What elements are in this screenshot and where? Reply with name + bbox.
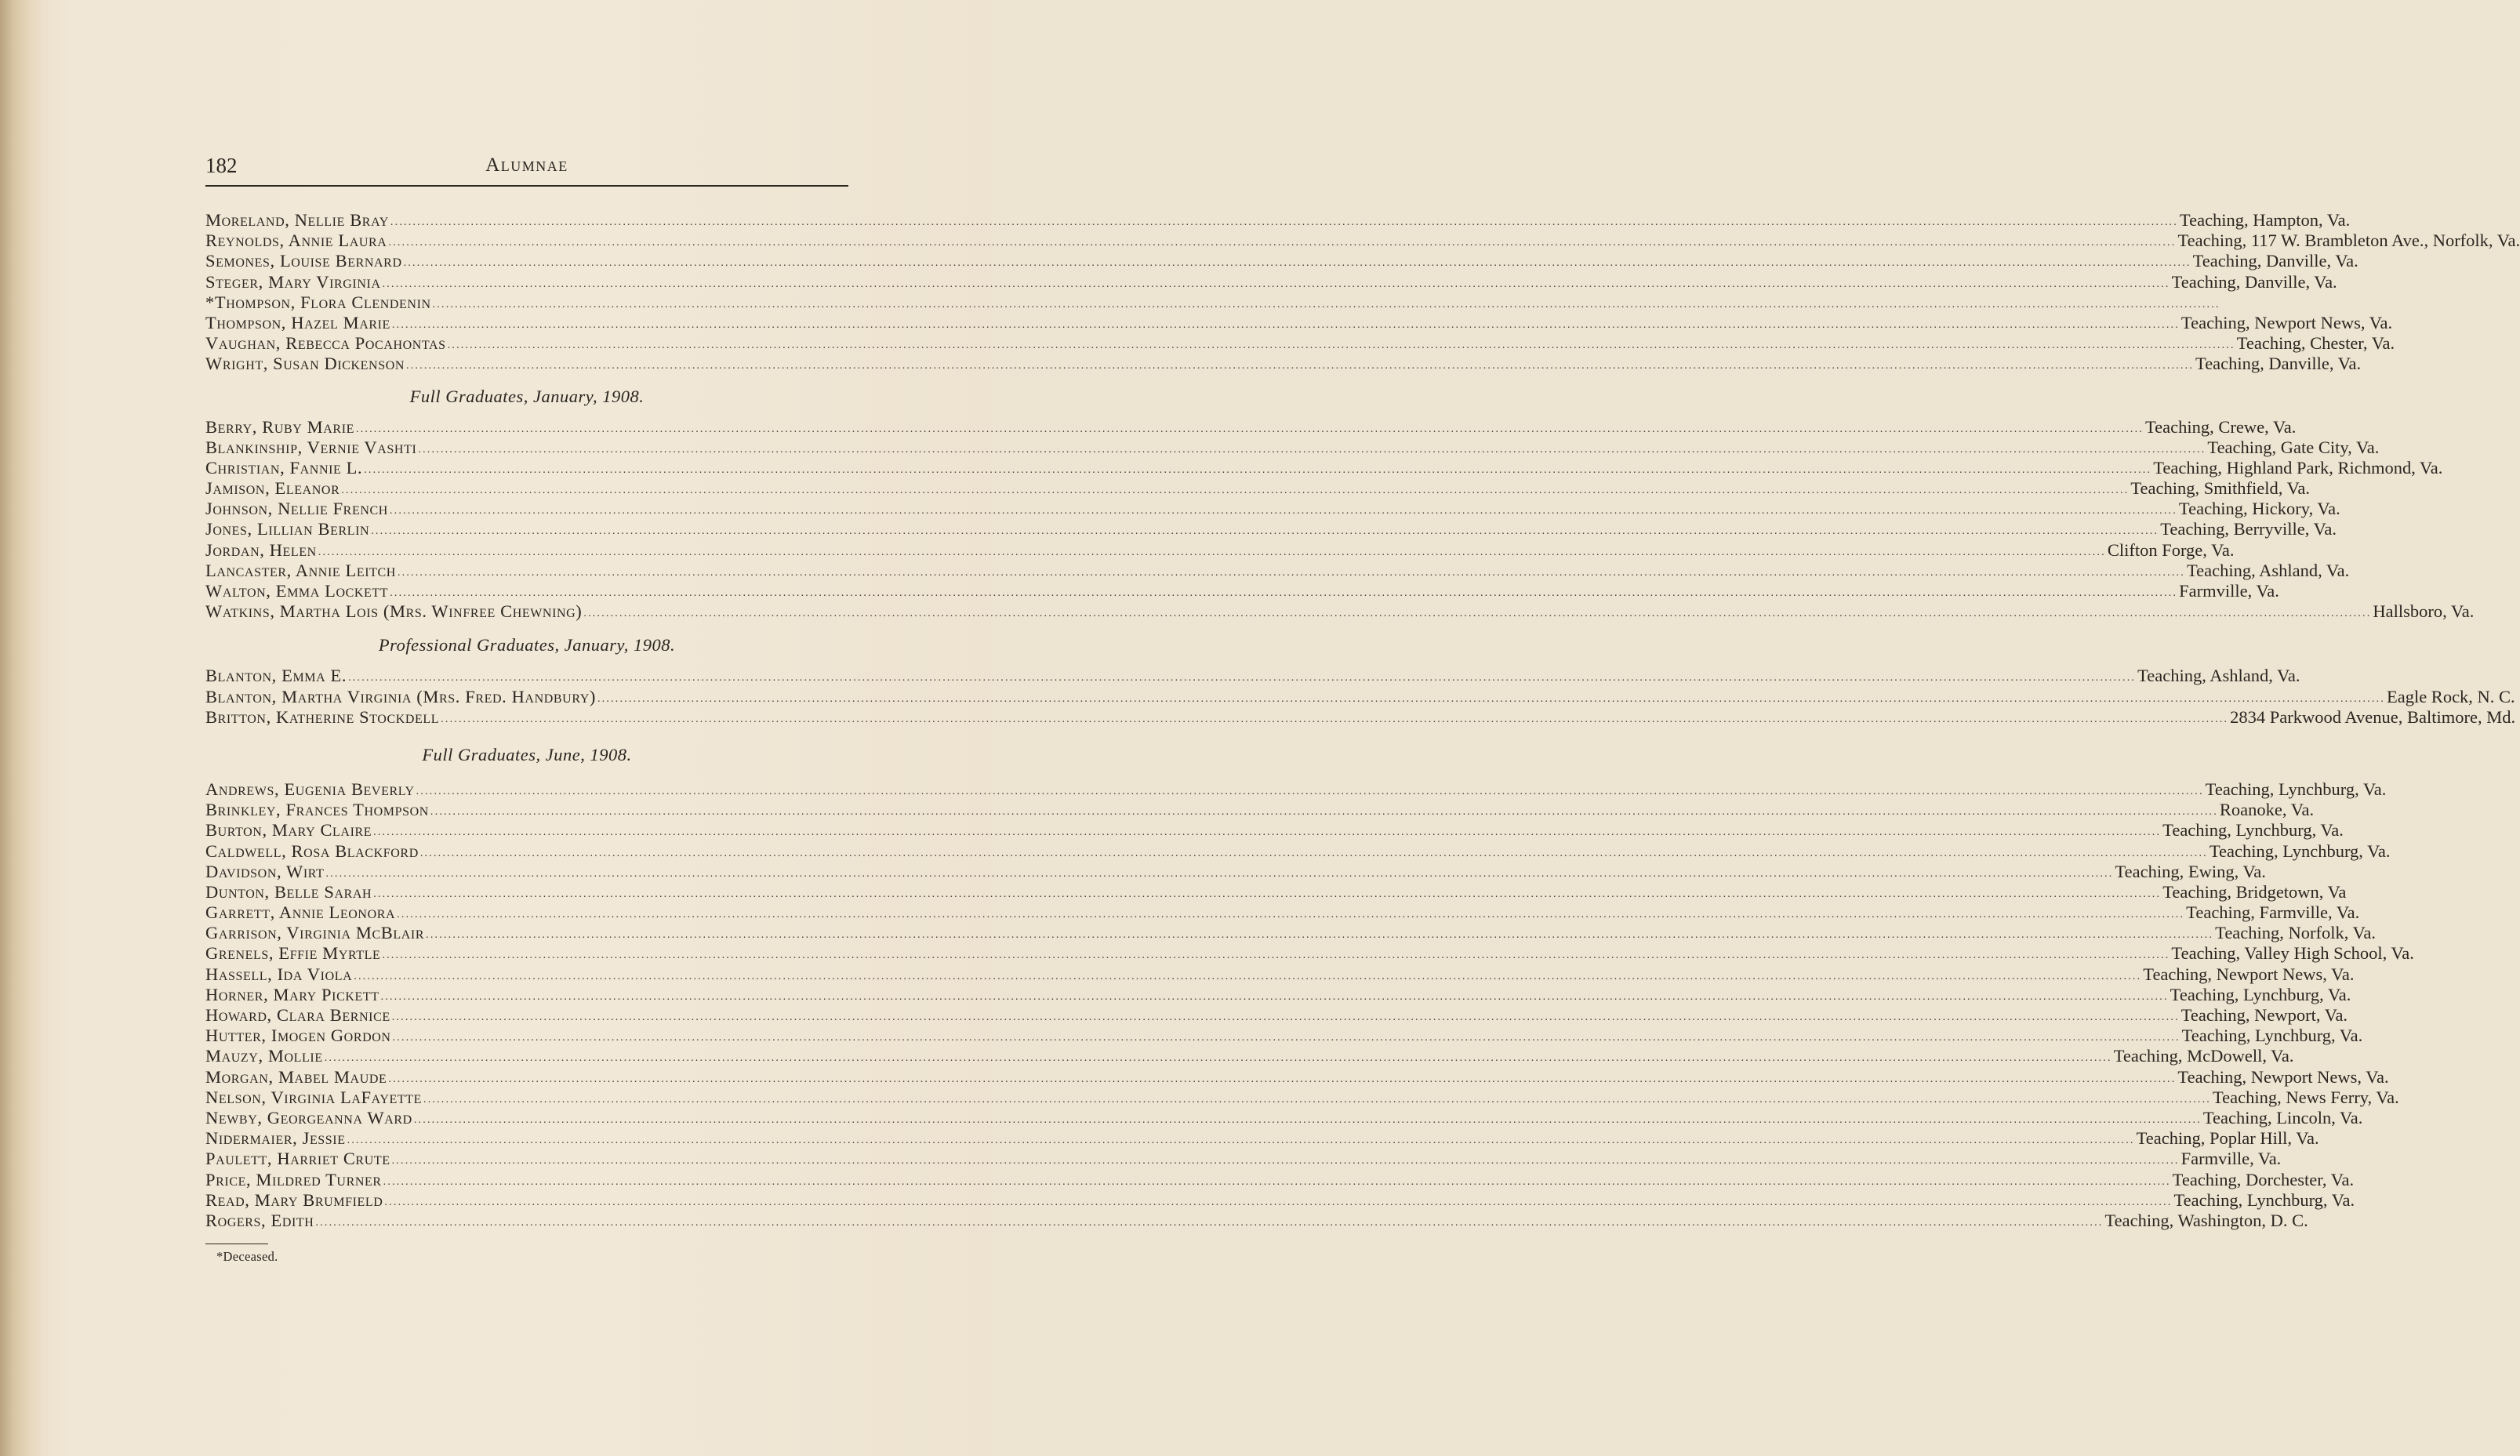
alumna-detail: Teaching, Bridgetown, Va — [2162, 881, 2347, 902]
page-number: 182 — [205, 154, 238, 177]
dot-leader: ................................................................................................................................................................................................................................................................................................................................................................................................................ — [315, 1216, 2104, 1229]
alumna-name: Vaughan, Rebecca Pocahontas — [205, 333, 446, 354]
alumna-name: Blanton, Emma E. — [205, 666, 347, 686]
alumna-name: Grenels, Effie Myrtle — [205, 943, 381, 964]
alumna-name: Steger, Mary Virginia — [205, 271, 381, 292]
alumna-name: Brinkley, Frances Thompson — [205, 800, 429, 820]
list-item — [205, 499, 2340, 519]
alumna-detail: Teaching, Ashland, Va. — [2137, 666, 2300, 686]
alumna-name: Nelson, Virginia LaFayette — [205, 1087, 422, 1107]
alumna-name: Berry, Ruby Marie — [205, 416, 354, 437]
dot-leader: ................................................................................................................................................................................................................................................................................................................................................................................................................ — [364, 463, 2152, 476]
list-item — [205, 1066, 2389, 1087]
dot-leader: ................................................................................................................................................................................................................................................................................................................................................................................................................ — [373, 826, 2162, 839]
list-item — [205, 1169, 2355, 1190]
alumna-detail: Teaching, Gate City, Va. — [2207, 437, 2380, 457]
dot-leader: ................................................................................................................................................................................................................................................................................................................................................................................................................ — [380, 990, 2169, 1003]
dot-leader: ................................................................................................................................................................................................................................................................................................................................................................................................................ — [388, 237, 2177, 249]
alumna-detail: Teaching, Newport News, Va. — [2177, 1066, 2389, 1087]
alumna-detail: Teaching, Lynchburg, Va. — [2173, 1189, 2355, 1210]
section-title: Professional Graduates, January, 1908. — [378, 635, 676, 655]
alumna-detail: Teaching, Lynchburg, Va. — [2181, 1026, 2363, 1046]
list-item — [205, 478, 2310, 499]
list-item — [205, 881, 2347, 902]
alumna-name: Paulett, Harriet Crute — [205, 1149, 390, 1169]
alumna-detail: Teaching, Smithfield, Va. — [2130, 478, 2310, 499]
running-head: Alumnae — [485, 154, 568, 176]
list-item — [205, 1087, 2399, 1108]
list-item — [205, 964, 2355, 985]
dot-leader: ................................................................................................................................................................................................................................................................................................................................................................................................................ — [418, 443, 2206, 456]
dot-leader: ................................................................................................................................................................................................................................................................................................................................................................................................................ — [432, 298, 2220, 310]
alumna-name: Burton, Mary Claire — [205, 820, 372, 841]
alumna-name: Garrison, Virginia McBlair — [205, 923, 425, 943]
section-title: Full Graduates, June, 1908. — [422, 744, 632, 764]
alumna-detail: Teaching, Newport, Va. — [2180, 1005, 2348, 1025]
alumna-detail: Teaching, 117 W. Brambleton Ave., Norfolk, Va. — [2177, 231, 2520, 251]
alumna-detail: Teaching, Crewe, Va. — [2145, 416, 2297, 437]
dot-leader: ................................................................................................................................................................................................................................................................................................................................................................................................................ — [318, 546, 2106, 558]
dot-leader: ................................................................................................................................................................................................................................................................................................................................................................................................................ — [391, 318, 2180, 331]
alumna-name: Hassell, Ida Viola — [205, 964, 353, 984]
alumnae-list — [205, 210, 2520, 1265]
alumna-detail: Farmville, Va. — [2180, 1149, 2282, 1169]
alumna-detail: Teaching, Ashland, Va. — [2186, 560, 2350, 580]
alumna-detail: Teaching, Danville, Va. — [2195, 354, 2362, 374]
dot-leader: ................................................................................................................................................................................................................................................................................................................................................................................................................ — [391, 1011, 2180, 1023]
list-item — [205, 943, 2414, 964]
book-spine-shadow — [0, 0, 43, 1456]
dot-leader: ................................................................................................................................................................................................................................................................................................................................................................................................................ — [390, 587, 2178, 599]
list-item — [205, 779, 2387, 800]
alumna-detail: Farmville, Va. — [2179, 581, 2279, 601]
list-item — [205, 437, 2380, 458]
list-item — [205, 292, 2220, 313]
alumna-detail: Teaching, Danville, Va. — [2192, 251, 2358, 271]
list-item — [205, 861, 2266, 882]
list-item — [205, 560, 2350, 581]
alumna-detail: Teaching, Lynchburg, Va. — [2209, 841, 2391, 861]
alumna-detail: Teaching, Hampton, Va. — [2179, 210, 2351, 230]
list-item — [205, 354, 2362, 374]
top-entry-list — [205, 210, 2520, 375]
alumna-detail: Teaching, News Ferry, Va. — [2213, 1087, 2399, 1107]
dot-leader: ................................................................................................................................................................................................................................................................................................................................................................................................................ — [426, 929, 2214, 942]
list-item — [205, 1026, 2363, 1046]
dot-leader: ................................................................................................................................................................................................................................................................................................................................................................................................................ — [348, 672, 2137, 684]
page-header — [205, 154, 848, 185]
alumna-detail: Teaching, Newport News, Va. — [2180, 312, 2393, 332]
alumna-name: Nidermaier, Jessie — [205, 1128, 346, 1149]
alumna-name: Britton, Katherine Stockdell — [205, 706, 440, 727]
alumna-detail: Teaching, Valley High School, Va. — [2171, 943, 2414, 964]
alumna-name: Price, Mildred Turner — [205, 1169, 382, 1189]
dot-leader: ................................................................................................................................................................................................................................................................................................................................................................................................................ — [416, 785, 2204, 797]
list-item — [205, 210, 2351, 231]
alumna-name: *Thompson, Flora Clendenin — [205, 292, 431, 312]
alumna-detail: 2834 Parkwood Avenue, Baltimore, Md. — [2230, 706, 2516, 727]
alumna-detail: Teaching, Ewing, Va. — [2115, 861, 2266, 881]
alumna-name: Horner, Mary Pickett — [205, 984, 379, 1004]
list-item — [205, 581, 2279, 601]
dot-leader: ................................................................................................................................................................................................................................................................................................................................................................................................................ — [382, 278, 2170, 290]
alumna-name: Garrett, Annie Leonora — [205, 902, 396, 923]
alumna-name: Read, Mary Brumfield — [205, 1189, 383, 1210]
alumna-name: Jamison, Eleanor — [205, 478, 340, 499]
alumna-detail: Teaching, Hickory, Va. — [2178, 499, 2340, 519]
dot-leader: ................................................................................................................................................................................................................................................................................................................................................................................................................ — [423, 1093, 2211, 1106]
alumna-detail: Teaching, McDowell, Va. — [2113, 1046, 2294, 1066]
section-entry-list — [205, 416, 2475, 623]
section-entry-list — [205, 666, 2516, 728]
alumna-name: Morgan, Mabel Maude — [205, 1066, 387, 1087]
alumna-name: Reynolds, Annie Laura — [205, 231, 387, 251]
alumna-detail: Clifton Forge, Va. — [2107, 539, 2235, 560]
dot-leader: ................................................................................................................................................................................................................................................................................................................................................................................................................ — [389, 505, 2177, 517]
section-entry-list — [205, 779, 2414, 1231]
list-item — [205, 1005, 2348, 1026]
alumna-detail: Eagle Rock, N. C. — [2386, 686, 2515, 706]
alumna-name: Wright, Susan Dickenson — [205, 354, 405, 374]
list-item — [205, 1189, 2355, 1211]
list-item — [205, 333, 2395, 354]
alumna-name: Moreland, Nellie Bray — [205, 210, 389, 230]
dot-leader: ................................................................................................................................................................................................................................................................................................................................................................................................................ — [324, 1052, 2112, 1065]
dot-leader: ................................................................................................................................................................................................................................................................................................................................................................................................................ — [382, 949, 2170, 962]
list-item — [205, 539, 2235, 561]
dot-leader: ................................................................................................................................................................................................................................................................................................................................................................................................................ — [392, 1032, 2180, 1044]
alumna-name: Newby, Georgeanna Ward — [205, 1107, 412, 1127]
alumna-detail: Teaching, Farmville, Va. — [2186, 902, 2360, 923]
alumna-name: Thompson, Hazel Marie — [205, 312, 390, 332]
alumna-detail: Teaching, Dorchester, Va. — [2172, 1169, 2355, 1189]
alumna-detail: Teaching, Berryville, Va. — [2160, 519, 2337, 539]
alumna-detail: Teaching, Norfolk, Va. — [2215, 923, 2376, 943]
list-item — [205, 519, 2337, 539]
alumna-name: Jones, Lillian Berlin — [205, 519, 370, 539]
alumna-name: Caldwell, Rosa Blackford — [205, 841, 419, 861]
list-item — [205, 457, 2443, 478]
dot-leader: ................................................................................................................................................................................................................................................................................................................................................................................................................ — [441, 713, 2229, 725]
list-item — [205, 800, 2315, 820]
dot-leader: ................................................................................................................................................................................................................................................................................................................................................................................................................ — [373, 888, 2162, 900]
alumna-name: Howard, Clara Bernice — [205, 1005, 390, 1025]
alumna-name: Walton, Emma Lockett — [205, 581, 389, 601]
list-item — [205, 902, 2360, 923]
list-item — [205, 686, 2515, 707]
dot-leader: ................................................................................................................................................................................................................................................................................................................................................................................................................ — [403, 257, 2191, 270]
dot-leader: ................................................................................................................................................................................................................................................................................................................................................................................................................ — [391, 1155, 2180, 1167]
alumna-name: Davidson, Wirt — [205, 861, 325, 881]
dot-leader: ................................................................................................................................................................................................................................................................................................................................................................................................................ — [430, 806, 2218, 819]
list-item — [205, 271, 2337, 292]
list-item — [205, 1107, 2363, 1128]
dot-leader: ................................................................................................................................................................................................................................................................................................................................................................................................................ — [583, 608, 2372, 620]
alumna-name: Christian, Fannie L. — [205, 457, 363, 477]
alumna-name: Johnson, Nellie French — [205, 499, 388, 519]
alumna-name: Lancaster, Annie Leitch — [205, 560, 396, 580]
dot-leader: ................................................................................................................................................................................................................................................................................................................................................................................................................ — [388, 1073, 2177, 1085]
dot-leader: ................................................................................................................................................................................................................................................................................................................................................................................................................ — [354, 970, 2142, 982]
list-item — [205, 601, 2475, 622]
dot-leader: ................................................................................................................................................................................................................................................................................................................................................................................................................ — [371, 525, 2159, 538]
list-item — [205, 251, 2358, 271]
dot-leader: ................................................................................................................................................................................................................................................................................................................................................................................................................ — [347, 1135, 2135, 1147]
dot-leader: ................................................................................................................................................................................................................................................................................................................................................................................................................ — [406, 360, 2195, 372]
alumna-detail: Hallsboro, Va. — [2373, 601, 2475, 622]
alumna-detail: Teaching, Washington, D. C. — [2104, 1210, 2308, 1230]
list-item — [205, 1046, 2294, 1066]
dot-leader: ................................................................................................................................................................................................................................................................................................................................................................................................................ — [383, 1175, 2171, 1188]
dot-leader: ................................................................................................................................................................................................................................................................................................................................................................................................................ — [397, 909, 2185, 921]
alumna-name: Dunton, Belle Sarah — [205, 881, 372, 902]
dot-leader: ................................................................................................................................................................................................................................................................................................................................................................................................................ — [356, 423, 2144, 435]
section-title: Full Graduates, January, 1908. — [409, 386, 645, 406]
alumna-detail: Teaching, Chester, Va. — [2236, 333, 2395, 354]
alumna-detail: Teaching, Highland Park, Richmond, Va. — [2153, 457, 2443, 477]
alumna-name: Blankinship, Vernie Vashti — [205, 437, 417, 457]
list-item — [205, 312, 2393, 333]
list-item — [205, 416, 2297, 438]
list-item — [205, 1210, 2308, 1231]
list-item — [205, 1128, 2319, 1149]
dot-leader: ................................................................................................................................................................................................................................................................................................................................................................................................................ — [419, 847, 2208, 859]
list-item — [205, 706, 2516, 728]
list-item — [205, 841, 2391, 862]
dot-leader: ................................................................................................................................................................................................................................................................................................................................................................................................................ — [384, 1196, 2173, 1208]
dot-leader: ................................................................................................................................................................................................................................................................................................................................................................................................................ — [390, 216, 2178, 228]
footnote: *Deceased. — [216, 1249, 278, 1265]
list-item — [205, 231, 2520, 251]
dot-leader: ................................................................................................................................................................................................................................................................................................................................................................................................................ — [413, 1113, 2202, 1126]
alumna-name: Watkins, Martha Lois (Mrs. Winfree Chewning) — [205, 601, 583, 622]
dot-leader: ................................................................................................................................................................................................................................................................................................................................................................................................................ — [325, 867, 2114, 880]
alumna-detail: Teaching, Lynchburg, Va. — [2205, 779, 2387, 799]
alumna-detail: Teaching, Lynchburg, Va. — [2170, 984, 2351, 1004]
alumna-name: Rogers, Edith — [205, 1210, 314, 1230]
alumna-name: Hutter, Imogen Gordon — [205, 1026, 391, 1046]
alumna-detail: Teaching, Danville, Va. — [2171, 271, 2337, 292]
alumna-detail: Teaching, Newport News, Va. — [2143, 964, 2355, 984]
alumna-name: Mauzy, Mollie — [205, 1046, 323, 1066]
alumna-name: Jordan, Helen — [205, 539, 317, 560]
list-item — [205, 666, 2300, 686]
alumna-name: Blanton, Martha Virginia (Mrs. Fred. Handbury) — [205, 686, 596, 706]
alumna-name: Semones, Louise Bernard — [205, 251, 402, 271]
dot-leader: ................................................................................................................................................................................................................................................................................................................................................................................................................ — [597, 692, 2385, 705]
list-item — [205, 820, 2344, 841]
dot-leader: ................................................................................................................................................................................................................................................................................................................................................................................................................ — [341, 485, 2130, 497]
header-rule — [205, 185, 848, 187]
alumna-detail: Teaching, Poplar Hill, Va. — [2136, 1128, 2319, 1149]
dot-leader: ................................................................................................................................................................................................................................................................................................................................................................................................................ — [447, 339, 2235, 352]
alumna-detail: Teaching, Lincoln, Va. — [2202, 1107, 2363, 1127]
dot-leader: ................................................................................................................................................................................................................................................................................................................................................................................................................ — [397, 566, 2185, 579]
alumna-detail: Roanoke, Va. — [2219, 800, 2315, 820]
alumna-detail: Teaching, Lynchburg, Va. — [2162, 820, 2344, 841]
list-item — [205, 1149, 2282, 1169]
alumna-name: Andrews, Eugenia Beverly — [205, 779, 415, 799]
list-item — [205, 984, 2351, 1005]
list-item — [205, 923, 2376, 943]
